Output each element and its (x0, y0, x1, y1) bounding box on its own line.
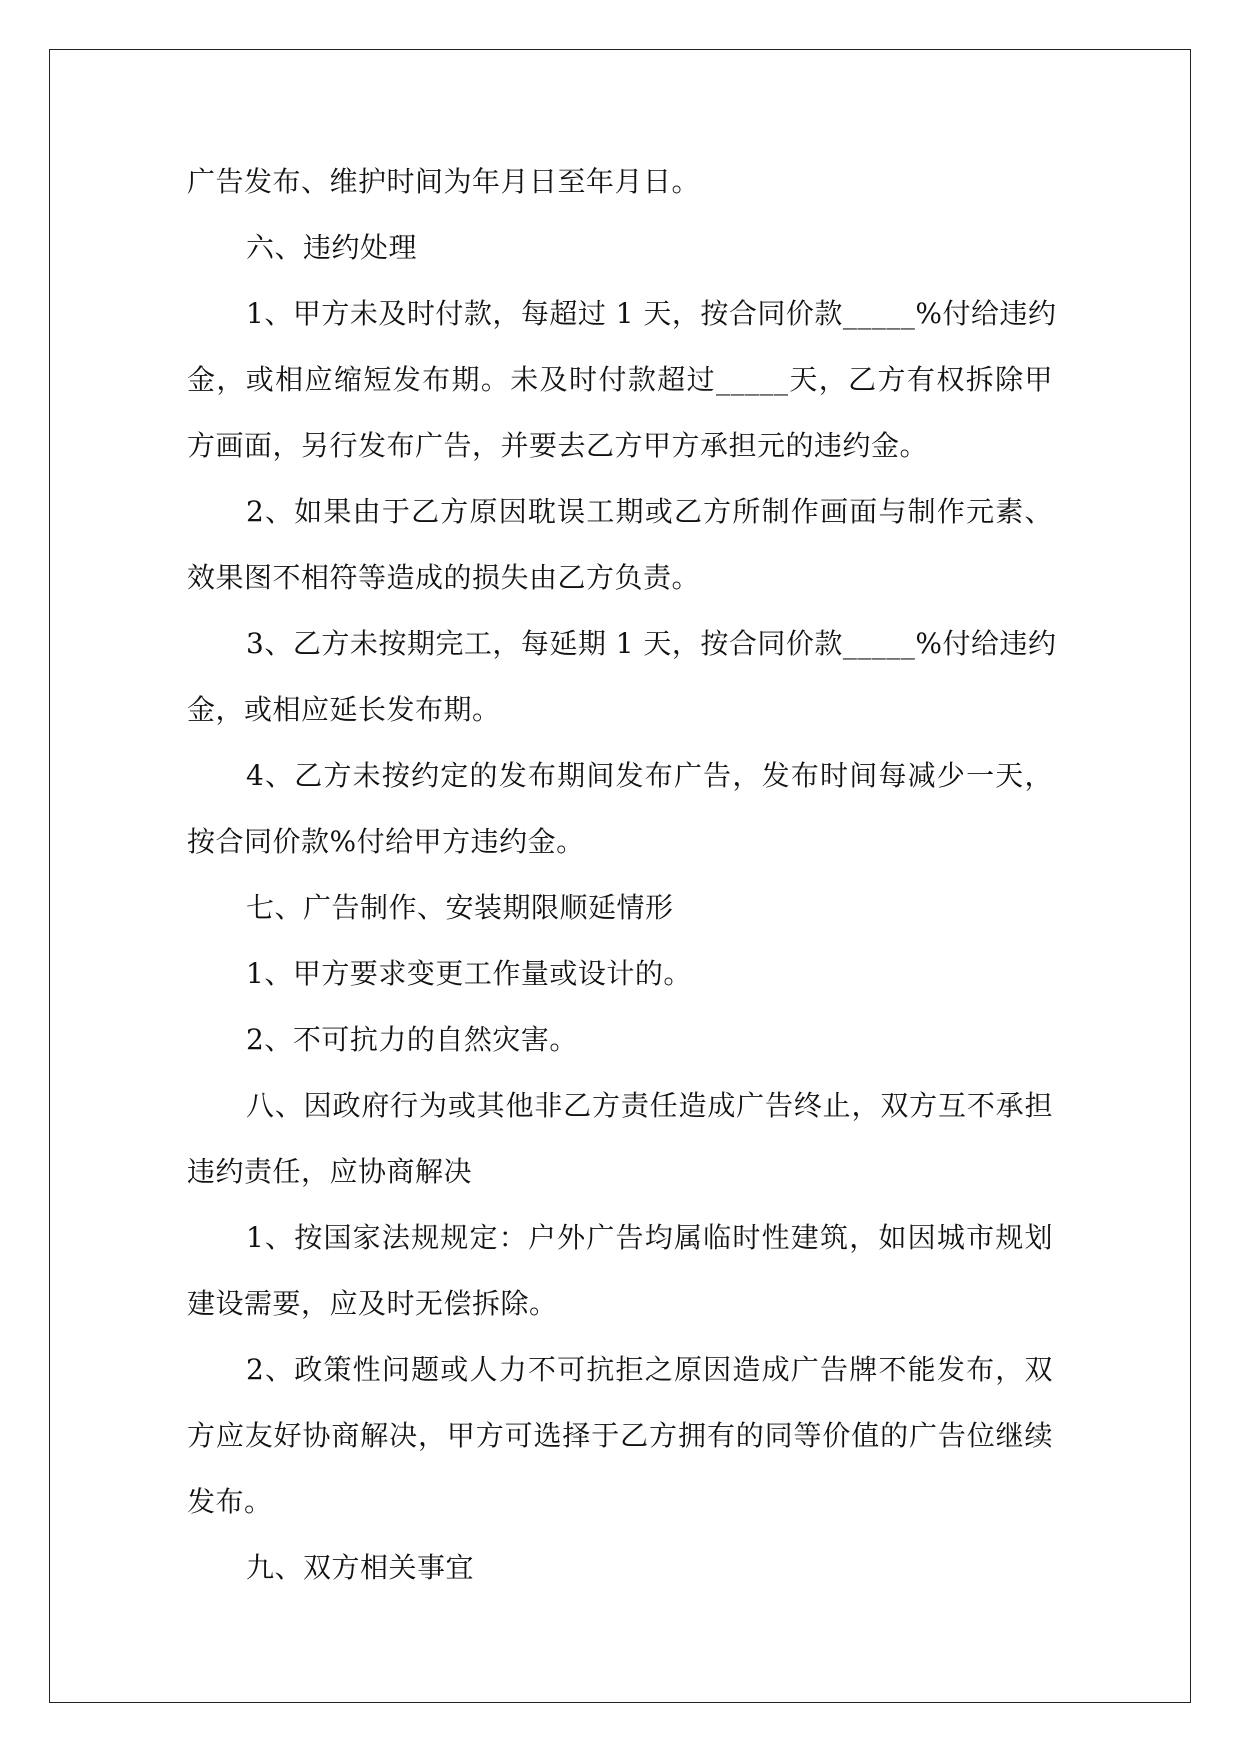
text-line: 4、乙方未按约定的发布期间发布广告，发布时间每减少一天， (246, 759, 1053, 792)
text-line: 按合同价款%付给甲方违约金。 (187, 825, 585, 858)
text-line: 2、政策性问题或人力不可抗拒之原因造成广告牌不能发布，双 (246, 1353, 1053, 1386)
section-heading: 七、广告制作、安装期限顺延情形 (246, 891, 674, 924)
text-line: 3、乙方未按期完工，每延期 1 天，按合同价款_____%付给违约 (246, 627, 1057, 660)
text-line: 金，或相应延长发布期。 (187, 693, 501, 726)
text-line: 2、不可抗力的自然灾害。 (246, 1023, 578, 1056)
section-heading: 八、因政府行为或其他非乙方责任造成广告终止，双方互不承担 (246, 1089, 1053, 1122)
section-heading: 九、双方相关事宜 (246, 1551, 475, 1584)
text-line: 1、甲方要求变更工作量或设计的。 (246, 957, 692, 990)
text-line: 金，或相应缩短发布期。未及时付款超过_____天，乙方有权拆除甲 (187, 363, 1053, 396)
text-line: 2、如果由于乙方原因耽误工期或乙方所制作画面与制作元素、 (246, 495, 1053, 528)
text-line: 发布。 (187, 1485, 273, 1518)
text-line: 1、甲方未及时付款，每超过 1 天，按合同价款_____%付给违约 (246, 297, 1057, 330)
section-heading: 六、违约处理 (246, 231, 418, 264)
text-line: 方画面，另行发布广告，并要去乙方甲方承担元的违约金。 (187, 429, 929, 462)
text-line: 效果图不相符等造成的损失由乙方负责。 (187, 561, 701, 594)
text-line: 广告发布、维护时间为年月日至年月日。 (187, 165, 701, 198)
text-line: 建设需要，应及时无偿拆除。 (187, 1287, 558, 1320)
text-line: 1、按国家法规规定：户外广告均属临时性建筑，如因城市规划 (246, 1221, 1053, 1254)
text-line: 方应友好协商解决，甲方可选择于乙方拥有的同等价值的广告位继续 (187, 1419, 1053, 1452)
section-heading: 违约责任，应协商解决 (187, 1155, 473, 1188)
